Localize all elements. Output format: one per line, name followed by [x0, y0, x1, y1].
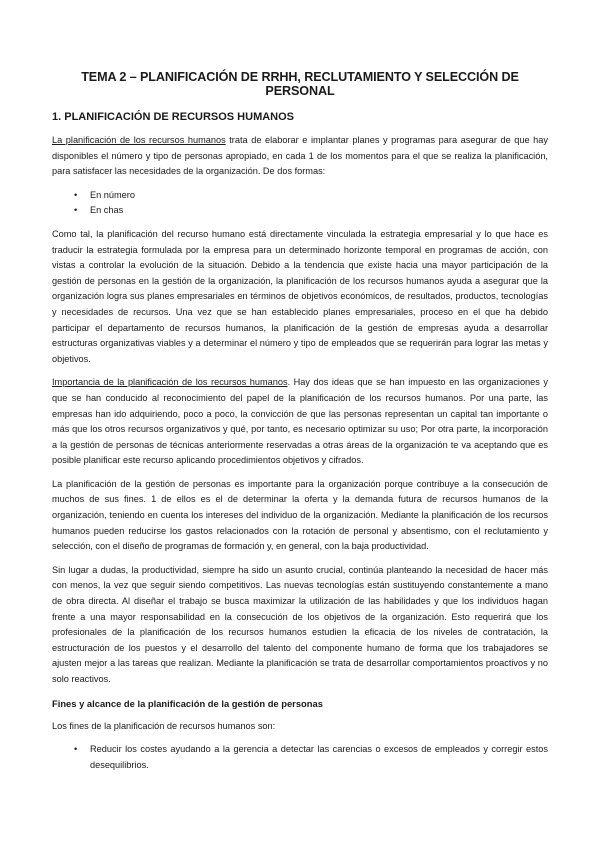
paragraph-importance: Importancia de la planificación de los recursos humanos. Hay dos ideas que se han impuesto en las organizaciones y que se han conducido al reconocimiento del papel de la planificación de los recursos humanos. Por una parte, las empresas han ido adquiriendo, poco a poco, la convicción de que las personas representan un capital tan importante o más que los otros recursos organizativos y qué, por tanto, es necesario optimizar su uso; Por otra parte, la incorporación a la gestión de personas de técnicas anteriormente reservadas a otras áreas de la organización te va aceptando que es posible planificar este recurso aplicando procedimientos objetivos y cifrados.	[52, 377, 548, 466]
bullet-icon: •	[74, 205, 78, 216]
paragraph-strategy: Como tal, la planificación del recurso humano está directamente vinculada la estrategia empresarial y lo que hace es traducir la estrategia formulada por la empresa para un determinado horizonte temporal en programas de acción, con vistas a controlar la evolución de la situación. Debido a la tendencia que existe hacia una mayor participación de la gestión de personas en la gestión de la organización, la planificación de los recursos humanos ayuda a asegurar que la organización logra sus planes empresariales en términos de objetivos económicos, de resultados, productos, tecnologías y necesidades de recursos. Una vez que se han establecido planes empresariales, proceso en el que ha debido participar el departamento de recursos humanos, la planificación de la gestión de empresas ayuda a desarrollar estructuras organizativas viables y a determinar el número y tipo de empleados que se requerirán para lograr las metas y objetivos.	[52, 228, 548, 364]
section-heading: 1. PLANIFICACIÓN DE RECURSOS HUMANOS	[52, 111, 295, 123]
underlined-term: La planificación de los recursos humanos	[52, 135, 226, 145]
bullet-icon: •	[74, 189, 78, 200]
underlined-term: Importancia de la planificación de los recursos humanos	[52, 377, 288, 388]
paragraph-goals: La planificación de la gestión de personas es importante para la organización porque contribuye a la consecución de muchos de sus fines. 1 de ellos es el de determinar la oferta y la demanda futura de recursos humanos de la organización, teniendo en cuenta los intereses del individuo de la organización. Mediante la planificación de los recursos humanos pueden reducirse los gastos relacionados con la rotación de personal y absentismo, con el reclutamiento y selección, con el diseño de programas de formación y, en general, con la baja productividad.	[52, 478, 548, 552]
bullet-icon: •	[74, 744, 78, 755]
subheading-fines: Fines y alcance de la planificación de la gestión de personas	[52, 697, 323, 709]
list-item: • En chas	[52, 203, 548, 219]
list-item: • Reducir los costes ayudando a la gerencia a detectar las carencias o excesos de empleados y corregir estos desequilibrios.	[74, 744, 548, 770]
paragraph-intro: La planificación de los recursos humanos trata de elaborar e implantar planes y programas para asegurar de que hay disponibles el número y tipo de personas apropiado, en cada 1 de los momentos para el que se realiza la planificación, para satisfacer las necesidades de la organización. De dos formas:	[52, 135, 548, 177]
paragraph-productivity: Sin lugar a dudas, la productividad, siempre ha sido un asunto crucial, continúa planteando la necesidad de hacer más con menos, la vez que seguir siendo competitivos. Las nuevas tecnologías están sustituyendo constantemente a mano de obra directa. Al diseñar el trabajo se busca maximizar la utilización de las habilidades y que los individuos hagan frente a una mayor responsabilidad en la consecución de los objetivos de la organización. Esto requerirá que los profesionales de la planificación de los recursos humanos estudien la eficacia de los niveles de contratación, la estructuración de los puestos y el desarrollo del talento del componente humano de forma que los trabajadores se ajusten mejor a las tareas que realizan. Mediante la planificación se trata de desarrollar comportamientos proactivos y no solo reactivos.	[52, 564, 548, 684]
bullet-list-fines	[52, 742, 548, 773]
bullet-list-forms	[52, 188, 548, 219]
list-item: • En número	[52, 188, 548, 204]
paragraph-fines-intro: Los fines de la planificación de recursos humanos son:	[52, 720, 276, 731]
document-title: TEMA 2 – PLANIFICACIÓN DE RRHH, RECLUTAMIENTO Y SELECCIÓN DE PERSONAL	[81, 70, 519, 98]
